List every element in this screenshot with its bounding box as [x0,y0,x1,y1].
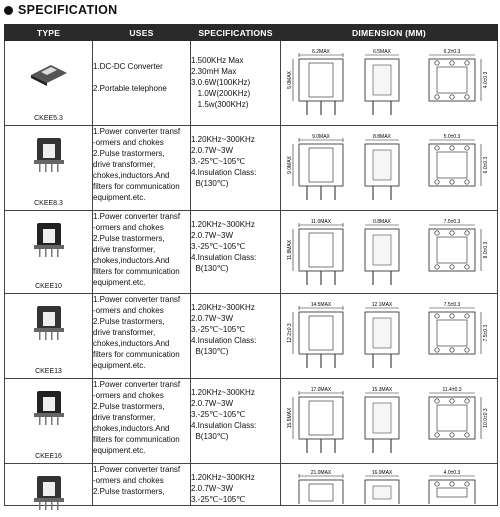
dimension-cell [281,126,498,211]
uses-line: filters for communication [93,350,180,359]
specification-line: 1.500KHz Max [191,56,244,65]
specification-table [4,24,498,506]
specifications-cell [191,41,281,126]
page-heading [4,2,118,18]
uses-cell [93,126,191,211]
uses-line: -ormers and chokes [93,306,164,315]
dimension-label: 17.0MAX [310,387,332,393]
specification-line: 1.20KHz~300KHz [191,473,255,482]
uses-line: drive transformer, [93,245,156,254]
type-cell [5,294,93,379]
specification-line: B(130℃) [191,264,229,273]
dimension-cell [281,379,498,464]
column-header-specifications: SPECIFICATIONS [191,25,281,41]
uses-line: filters for communication [93,267,180,276]
specification-line: 4.Insulation Class: [191,168,257,177]
dimension-cell [281,211,498,294]
specification-line: 3.0.6W(100KHz) [191,78,251,87]
uses-line: 1.Power converter transf [93,380,181,389]
uses-line: drive transformer, [93,413,156,422]
dimension-cell [281,41,498,126]
uses-line: drive transformer, [93,328,156,337]
dimension-label: 7.5±0.3 [483,324,489,342]
uses-line [93,72,190,83]
column-header-type: TYPE [5,25,93,41]
specification-line: 2.0.7W~3W [191,484,234,493]
transformer-photo-icon [25,219,73,259]
type-cell [5,126,93,211]
specification-line: 2.0.7W~3W [191,231,234,240]
dimension-label: 4.0±0.3 [483,71,489,89]
uses-line: filters for communication [93,435,180,444]
table-row [5,464,498,506]
specification-line: 1.20KHz~300KHz [191,388,255,397]
uses-line: equipment.etc. [93,446,146,455]
type-name: CKEE10 [35,283,62,290]
table-row [5,126,498,211]
type-name: CKEE13 [35,368,62,375]
specifications-cell [191,294,281,379]
specification-line: 1.0W(200KHz) [191,89,251,98]
uses-line: drive transformer, [93,160,156,169]
uses-line: -ormers and chokes [93,391,164,400]
specifications-cell [191,126,281,211]
dimension-label: 12.1MAX [371,302,393,308]
dimension-label: 21.0MAX [310,470,332,476]
dimension-cell [281,464,498,506]
heading-bullet-icon [4,6,13,15]
dimension-label: 9.0MAX [312,134,330,140]
specification-line: B(130℃) [191,432,229,441]
uses-line: 2.Pulse trastormers, [93,317,165,326]
specification-line: 1.5w(300KHz) [191,100,249,109]
uses-line: 2.Pulse trastormers, [93,149,165,158]
uses-line: chokes,inductors.And [93,424,170,433]
dimension-label: 15.5MAX [287,407,293,429]
dimension-label: 5.0MAX [287,71,293,89]
dimension-label: 7.5±0.3 [443,302,461,308]
uses-cell [93,41,191,126]
table-row [5,211,498,294]
uses-line: 1.Power converter transf [93,212,181,221]
dimension-drawing [281,379,497,463]
specifications-cell [191,379,281,464]
uses-line: 1.Power converter transf [93,465,181,474]
dimension-drawing [281,464,497,504]
uses-cell [93,464,191,506]
uses-line: chokes,inductors.And [93,171,170,180]
specification-line: 2.30mH Max [191,67,237,76]
specification-line: 4.Insulation Class: [191,421,257,430]
uses-line: equipment.etc. [93,278,146,287]
dimension-drawing [281,294,497,378]
dimension-label: 12.2±0.3 [287,323,293,343]
table-row [5,379,498,464]
type-cell [5,379,93,464]
dimension-drawing [281,126,497,210]
dimension-label: 6.0±0.3 [483,156,489,174]
specification-line: 4.Insulation Class: [191,336,257,345]
dimension-label: 10.0±0.3 [483,408,489,428]
specification-line: 4.Insulation Class: [191,253,257,262]
dimension-label: 4.0±0.3 [443,470,461,476]
uses-line: 1.DC-DC Converter [93,62,163,71]
dimension-label: 15.3MAX [371,387,393,393]
uses-line: 2.Pulse trastormers, [93,234,165,243]
uses-line: -ormers and chokes [93,138,164,147]
dimension-drawing [281,211,497,293]
uses-cell [93,294,191,379]
uses-line: 1.Power converter transf [93,295,181,304]
table-header-row [5,25,498,41]
type-cell [5,41,93,126]
transformer-photo-icon [25,53,73,93]
column-header-dimension: DIMENSION (MM) [281,25,498,41]
specification-line: B(130℃) [191,347,229,356]
specification-line: 2.0.7W~3W [191,314,234,323]
transformer-photo-icon [25,472,73,512]
dimension-label: 8.8MAX [373,134,391,140]
specification-line: 3.-25℃~105℃ [191,157,246,166]
uses-line: filters for communication [93,182,180,191]
dimension-label: 9.0MAX [287,156,293,174]
type-cell [5,211,93,294]
dimension-cell [281,294,498,379]
transformer-photo-icon [25,302,73,342]
specification-line: 2.0.7W~3W [191,399,234,408]
dimension-label: 5.0±0.3 [443,134,461,140]
specification-line: 1.20KHz~300KHz [191,135,255,144]
type-name: CKEE8.3 [34,200,63,207]
heading-text: SPECIFICATION [18,3,118,17]
specification-line: 3.-25℃~105℃ [191,495,246,504]
transformer-photo-icon [25,387,73,427]
specification-line: 3.-25℃~105℃ [191,410,246,419]
specification-line: 3.-25℃~105℃ [191,242,246,251]
dimension-label: 16.0MAX [371,470,393,476]
dimension-label: 6.2MAX [312,49,330,55]
table-row [5,41,498,126]
type-name: CKEE16 [35,453,62,460]
specification-line: 3.-25℃~105℃ [191,325,246,334]
type-cell [5,464,93,506]
specification-line: 1.20KHz~300KHz [191,303,255,312]
table-row [5,294,498,379]
column-header-uses: USES [93,25,191,41]
dimension-label: 11.0MAX [310,219,332,225]
specifications-cell [191,211,281,294]
uses-line: 1.Power converter transf [93,127,181,136]
dimension-label: 11.8MAX [287,239,293,261]
type-name: CKEE5.3 [34,115,63,122]
uses-line: -ormers and chokes [93,223,164,232]
dimension-drawing [281,41,497,125]
transformer-photo-icon [25,134,73,174]
dimension-label: 14.5MAX [310,302,332,308]
uses-line: 2.Portable telephone [93,84,167,93]
dimension-label: 0.8MAX [373,219,391,225]
specification-line: 2.0.7W~3W [191,146,234,155]
uses-line: 2.Pulse trastormers, [93,402,165,411]
uses-line: equipment.etc. [93,361,146,370]
uses-cell [93,379,191,464]
uses-line: chokes,inductors.And [93,256,170,265]
uses-line: -ormers and chokes [93,476,164,485]
uses-line: 2.Pulse trastormers, [93,487,165,496]
dimension-label: 8.0±0.3 [483,241,489,259]
dimension-label: 6.5MAX [373,49,391,55]
uses-cell [93,211,191,294]
specification-line: B(130℃) [191,179,229,188]
specifications-cell [191,464,281,506]
dimension-label: 6.2±0.3 [443,49,461,55]
dimension-label: 7.5±0.3 [443,219,461,225]
uses-line: chokes,inductors.And [93,339,170,348]
specification-line: 1.20KHz~300KHz [191,220,255,229]
dimension-label: 11.4±0.3 [442,387,462,393]
uses-line: equipment.etc. [93,193,146,202]
